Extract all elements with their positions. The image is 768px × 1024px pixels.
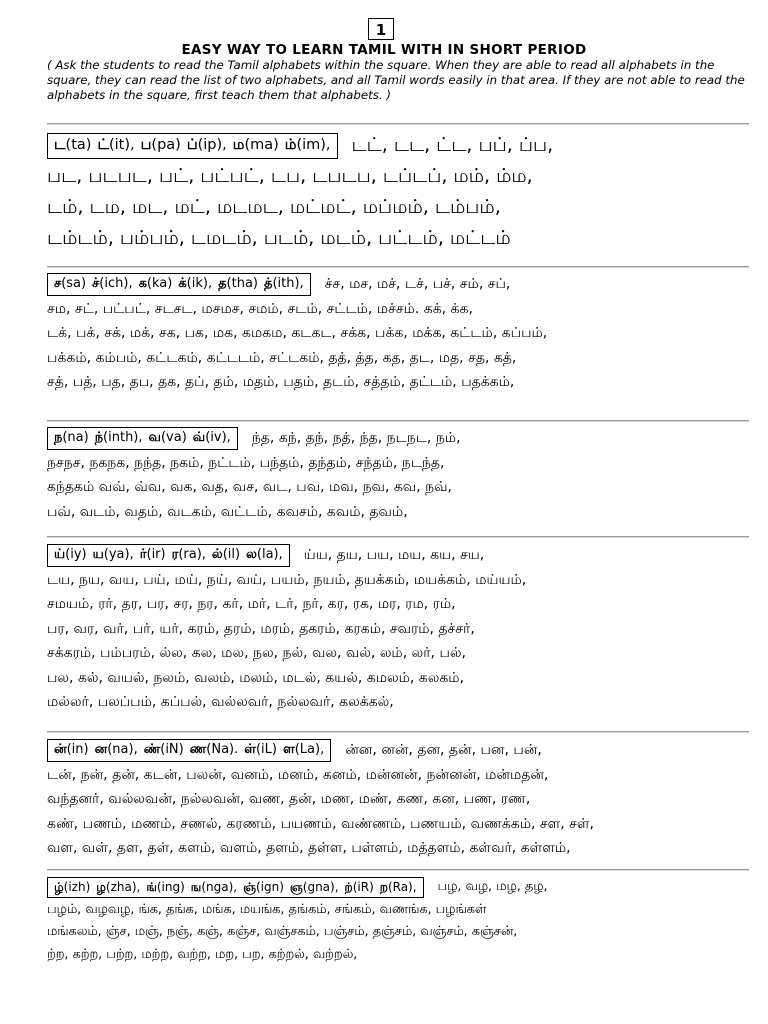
- practice-words: டட், டட, ட்ட, பப், ப்ப,: [351, 134, 554, 156]
- transliteration: (ya),: [103, 547, 134, 562]
- tamil-letter: ச: [54, 276, 62, 291]
- section-divider: [47, 420, 749, 421]
- transliteration: (iR): [352, 880, 374, 894]
- transliteration: (in): [66, 742, 89, 757]
- tamil-letter: ன்: [54, 742, 67, 757]
- tamil-letter: க்: [178, 276, 187, 291]
- transliteration: (ith),: [272, 276, 304, 291]
- section-divider: [47, 869, 749, 870]
- tamil-letter: ழ்: [54, 880, 64, 894]
- word-line: [47, 876, 757, 899]
- transliteration: (pa): [151, 137, 181, 153]
- tamil-letter: க: [138, 276, 147, 291]
- tamil-letter: ன: [94, 742, 108, 757]
- word-line: [47, 130, 757, 161]
- transliteration: (sa): [61, 276, 87, 291]
- tamil-letter: ல்: [211, 547, 223, 562]
- word-line: நசநச, நகநக, நந்த, நகம், நட்டம், பந்தம், தந்தம், சந்தம், நடந்த,: [47, 454, 445, 471]
- tamil-letter: ந: [54, 430, 63, 445]
- transliteration: (iv),: [205, 430, 231, 445]
- tamil-letter: வ: [148, 430, 161, 445]
- lesson-section-2: [47, 272, 757, 395]
- tamil-letter: வ்: [192, 430, 206, 445]
- transliteration: (Ra),: [387, 880, 417, 894]
- word-line: ற்ற, கற்ற, பற்ற, மற்ற, வற்ற, மற, பற, கற்றல், வற்றல்,: [47, 946, 358, 962]
- transliteration: (gna),: [302, 880, 339, 894]
- page-title: EASY WAY TO LEARN TAMIL WITH IN SHORT PERIOD: [181, 42, 587, 58]
- transliteration: (it),: [108, 137, 135, 153]
- tamil-letter: ந்: [94, 430, 104, 445]
- alphabet-key-box: [47, 877, 424, 898]
- tamil-letter: ங்: [146, 880, 157, 894]
- word-line: டம்டம், பம்பம், டமடம், படம், மடம், பட்டம், மட்டம்: [47, 227, 511, 249]
- lesson-section-4: [47, 543, 757, 715]
- tamil-letter: ட: [54, 137, 66, 153]
- tamil-letter: ற: [379, 880, 388, 894]
- transliteration: (ich),: [99, 276, 133, 291]
- tamil-letter: ள்: [244, 742, 256, 757]
- transliteration: (ma): [244, 137, 279, 153]
- tamil-letter: ப: [140, 137, 152, 153]
- tamil-letter: த்: [264, 276, 273, 291]
- transliteration: (inth),: [103, 430, 143, 445]
- word-line: டய, நய, வய, பய், மய், நய், வய், பயம், நயம், தயக்கம், மயக்கம், மய்யம்,: [47, 571, 527, 588]
- page-number: 1: [368, 18, 394, 40]
- transliteration: (ing): [156, 880, 185, 894]
- practice-words: பழ, வழ, மழ, தழ,: [437, 879, 548, 894]
- word-line: சமயம், ரர், தர, பர, சர, நர, கர், மர், டர், நர், கர, ரக, மர, ரம, ரம்,: [47, 596, 456, 612]
- section-divider: [47, 731, 749, 732]
- alphabet-key-box: [47, 427, 238, 450]
- tamil-letter: ர்: [139, 547, 147, 562]
- transliteration: (im),: [296, 137, 331, 153]
- lesson-section-3: [47, 426, 757, 524]
- transliteration: (tha): [226, 276, 258, 291]
- alphabet-key-box: [47, 133, 338, 159]
- word-line: சக்கரம், பம்பரம், ல்ல, கல, மல, நல, நல், வல, வல், லம், லர், பல்,: [47, 645, 466, 661]
- tamil-letter: ச்: [92, 276, 100, 291]
- word-line: பர, வர, வர், பர், யர், கரம், தரம், மரம், தகரம், கரகம், சவரம், தச்சர்,: [47, 620, 475, 637]
- transliteration: (la),: [256, 547, 283, 562]
- transliteration: (il): [222, 547, 241, 562]
- transliteration: (nga),: [201, 880, 238, 894]
- transliteration: (Na).: [206, 742, 239, 757]
- word-line: கண், பணம், மணம், சணல், கரணம், பயணம், வண்ணம், பணயம், வணக்கம், சள, சள்,: [47, 815, 594, 832]
- tamil-letter: ப்: [186, 137, 198, 153]
- word-line: பழம், வழவழ, ங்க, தங்க, மங்க, மயங்க, தங்கம், சங்கம், வணங்க, பழங்கள்: [47, 901, 487, 917]
- word-line: [47, 738, 757, 763]
- word-line: பட, படபட, பட், பட்பட், டப, டபடப, டப்டப், மம், ம்ம,: [47, 165, 533, 187]
- lesson-section-6: [47, 876, 757, 966]
- tamil-letter: ட்: [97, 137, 109, 153]
- tamil-letter: ண்: [143, 742, 161, 757]
- word-line: சம, சட், பட்பட், சடசட, மசமச, சமம், சடம், சட்டம், மச்சம். கக், க்க,: [47, 300, 473, 317]
- word-line: பக்கம், கம்பம், கட்டகம், கட்டடம், சட்டகம், தத், த்த, கத, தட, மத, சத, கத்,: [47, 349, 517, 366]
- tamil-letter: ஞ்: [243, 880, 256, 894]
- transliteration: (na): [62, 430, 89, 445]
- tamil-letter: ய: [92, 547, 104, 562]
- section-divider: [47, 266, 749, 267]
- transliteration: (va): [160, 430, 187, 445]
- alphabet-key-box: [47, 739, 331, 762]
- tamil-letter: ள: [282, 742, 295, 757]
- transliteration: (izh): [63, 880, 91, 894]
- transliteration: (ir): [146, 547, 166, 562]
- transliteration: (ign): [255, 880, 284, 894]
- alphabet-key-box: [47, 273, 311, 296]
- transliteration: (iy): [65, 547, 87, 562]
- transliteration: (ip),: [197, 137, 227, 153]
- transliteration: (iL): [255, 742, 277, 757]
- word-line: கந்தகம் வவ், வ்வ, வக, வத, வச, வட, பவ, மவ, நவ, கவ, நவ்,: [47, 479, 452, 495]
- tamil-letter: த: [218, 276, 227, 291]
- tamil-letter: ர: [171, 547, 179, 562]
- transliteration: (zha),: [105, 880, 141, 894]
- word-line: [47, 543, 757, 568]
- word-line: [47, 426, 757, 451]
- practice-words: ந்த, கந், தந், நத், ந்த, நடநட, நம்,: [251, 430, 461, 446]
- transliteration: (ka): [146, 276, 173, 291]
- tamil-letter: ற்: [344, 880, 353, 894]
- transliteration: (ta): [65, 137, 92, 153]
- tamil-letter: ஞ: [289, 880, 303, 894]
- tamil-letter: ண: [189, 742, 207, 757]
- word-line: பவ், வடம், வதம், வடகம், வட்டம், கவசம், கவம், தவம்,: [47, 503, 408, 520]
- transliteration: (La),: [294, 742, 325, 757]
- word-line: டம், டம, மட, மட், மடமட, மட்மட், மப்மம், டம்பம்,: [47, 196, 501, 218]
- word-line: மங்கலம், ஞ்ச, மஞ், நஞ், கஞ், கஞ்ச, வஞ்சகம், பஞ்சம், தஞ்சம், வஞ்சம், கஞ்சன்,: [47, 924, 518, 939]
- tamil-letter: ல: [246, 547, 257, 562]
- tamil-letter: ங: [190, 880, 202, 894]
- word-line: வள, வள், தள, தள், களம், வளம், தளம், தள்ள, பள்ளம், மத்தளம், கள்வர், கள்ளம்,: [47, 840, 571, 856]
- word-line: வந்தனர், வல்லவன், நல்லவன், வண, தன், மண, மண், கண, கன, பண, ரண,: [47, 791, 531, 807]
- practice-words: ய்ய, தய, பய, மய, கய, சய,: [303, 547, 485, 563]
- word-line: சத், பத், பத, தப, தக, தப், தம், மதம், பதம், தடம், சத்தம், தட்டம், பதக்கம்,: [47, 374, 515, 390]
- word-line: டன், நன், தன், கடன், பலன், வனம், மனம், கனம், மன்னன், நன்னன், மன்மதன்,: [47, 766, 549, 783]
- intro-paragraph: ( Ask the students to read the Tamil alphabets within the square. When they are able to read all alphabets in the square, they can read the list of two alphabets, and all Tamil words easily in that area. If they are not able to read the alphabets in the square, first teach them that alphabets. ): [47, 58, 745, 102]
- transliteration: (ik),: [186, 276, 213, 291]
- practice-words: ன்ன, னன், தன, தன், பன, பன்,: [345, 742, 542, 758]
- lesson-section-5: [47, 738, 757, 861]
- transliteration: (na),: [107, 742, 138, 757]
- tamil-letter: ழ: [96, 880, 106, 894]
- tamil-letter: ம்: [284, 137, 297, 153]
- transliteration: (ra),: [178, 547, 206, 562]
- practice-words: ச்ச, மச, மச், டச், பச், சம், சப்,: [324, 276, 511, 292]
- word-line: [47, 272, 757, 297]
- tamil-letter: ம: [232, 137, 245, 153]
- section-divider: [47, 536, 749, 537]
- word-line: பல, கல், வயல், நலம், வலம், மலம், மடல், கயல், கமலம், கலகம்,: [47, 669, 465, 686]
- section-divider: [47, 123, 749, 124]
- lesson-section-1: [47, 130, 757, 254]
- tamil-letter: ய்: [54, 547, 66, 562]
- alphabet-key-box: [47, 544, 290, 567]
- transliteration: (iN): [160, 742, 184, 757]
- word-line: மல்லர், பலப்பம், கப்பல், வல்லவர், நல்லவர், கலக்கல்,: [47, 694, 394, 710]
- word-line: டக், பக், சக், மக், சக, பக, மக, கமகம, கடகட, சக்க, பக்க, மக்க, கட்டம், கப்பம்,: [47, 325, 548, 341]
